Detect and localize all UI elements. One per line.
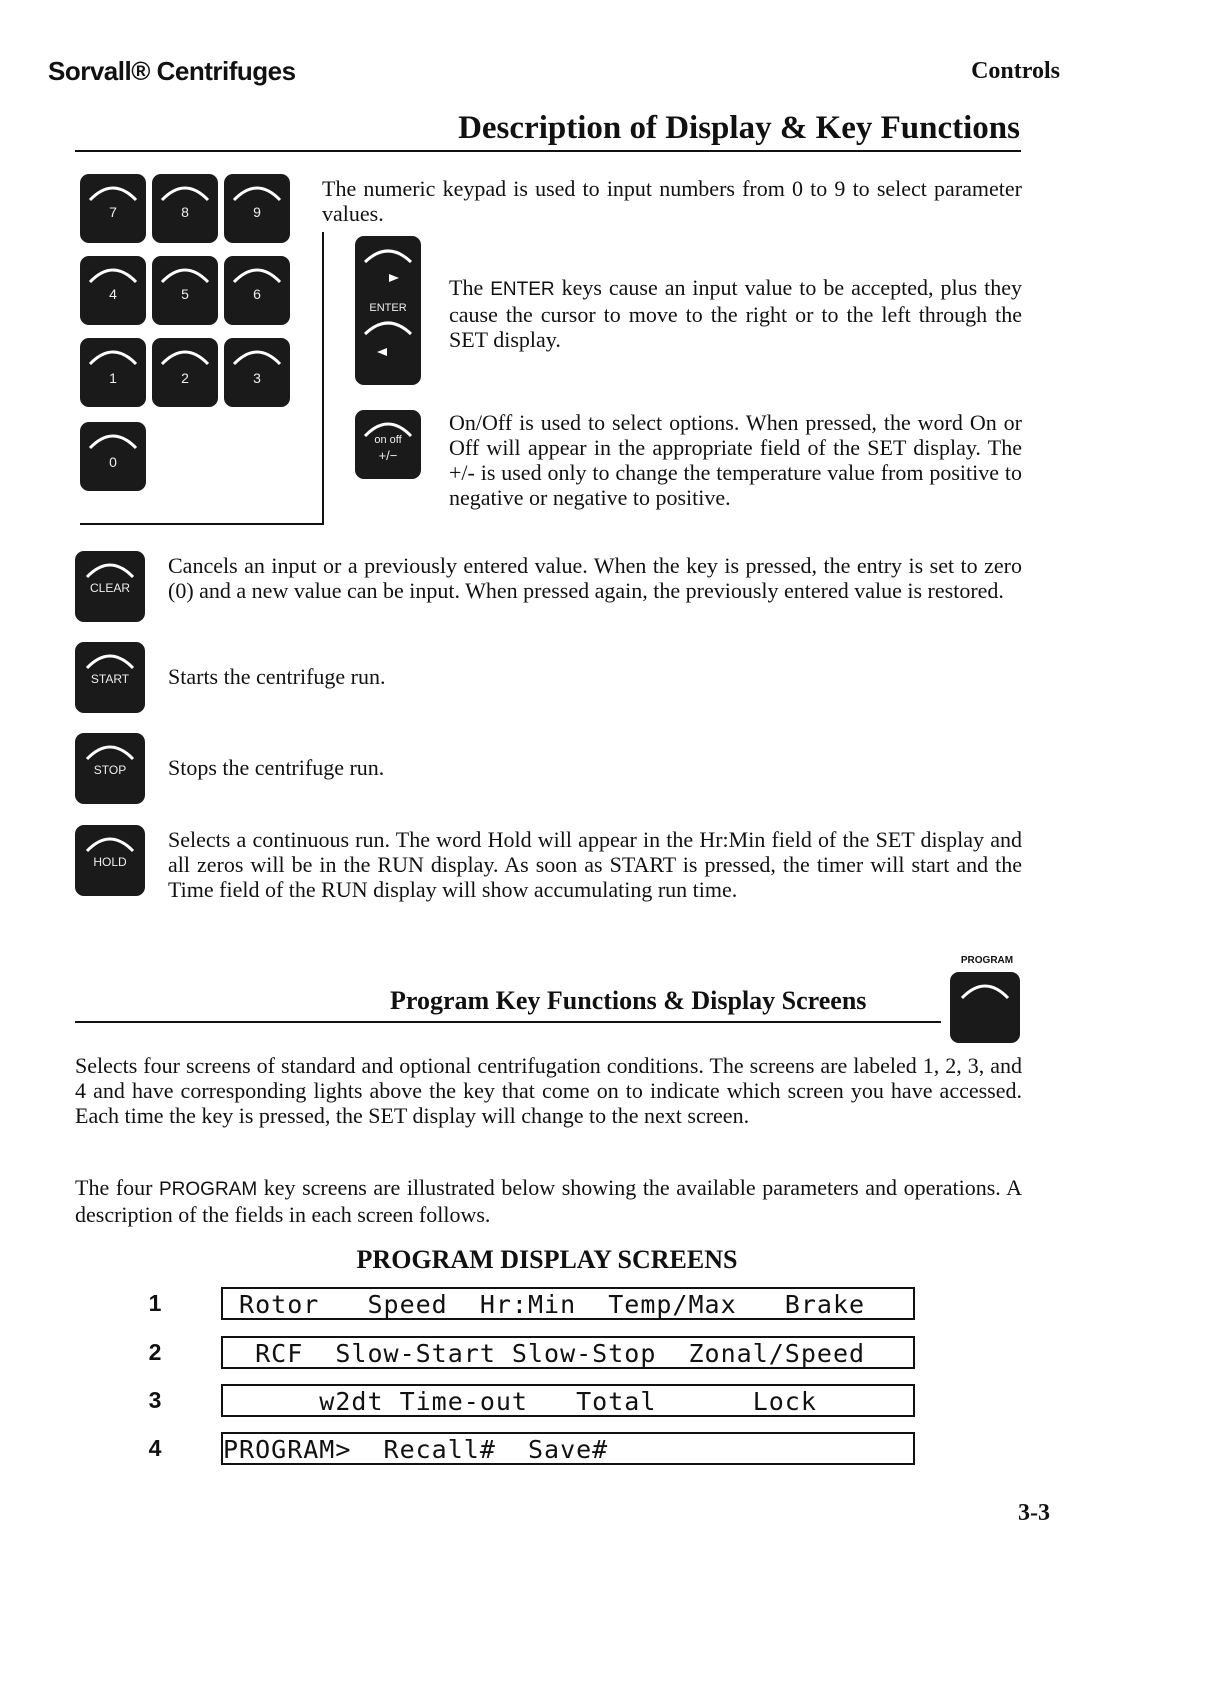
start-description: Starts the centrifuge run. [168,664,386,689]
keypad-bracket [80,232,324,525]
screen-number: 4 [148,1435,162,1461]
clear-description: Cancels an input or a previously entered value. When the key is pressed, the entry is set to zero (0) and a new value can be input. When pressed again, the previously entered value is restored. [168,553,1022,603]
start-key[interactable]: START [75,642,145,713]
key-4[interactable]: 4 [80,256,146,325]
screen-4-display: PROGRAM> Recall# Save# [221,1432,915,1465]
page-title: Description of Display & Key Functions [458,110,1020,146]
program-key[interactable] [950,972,1020,1043]
program-paragraph-2: The four PROGRAM key screens are illustrated below showing the available parameters and operations. A description of the fields in each screen follows. [75,1175,1022,1227]
key-3[interactable]: 3 [224,338,290,407]
screen-number: 2 [148,1339,162,1365]
screen-number: 3 [148,1387,162,1413]
enter-description: The ENTER keys cause an input value to be accepted, plus they cause the cursor to move to the right or to the left through the SET display. [449,275,1022,352]
key-9[interactable]: 9 [224,174,290,243]
screens-heading: PROGRAM DISPLAY SCREENS [356,1245,738,1274]
keypad-description: The numeric keypad is used to input numbers from 0 to 9 to select parameter values. [322,176,1022,226]
program-subtitle: Program Key Functions & Display Screens [390,986,867,1015]
stop-description: Stops the centrifuge run. [168,755,385,780]
clear-key[interactable]: CLEAR [75,551,145,622]
enter-key[interactable]: ENTER [355,236,421,385]
key-1[interactable]: 1 [80,338,146,407]
header-section: Controls [971,58,1060,84]
on-off-key[interactable]: on off +/− [355,410,421,479]
key-7[interactable]: 7 [80,174,146,243]
on-off-description: On/Off is used to select options. When pressed, the word On or Off will appear in the appropriate field of the SET display. The +/- is used only to change the temperature value from positive to negative or negative to positive. [449,410,1022,510]
hold-key[interactable]: HOLD [75,825,145,896]
program-rule [75,1021,941,1023]
key-5[interactable]: 5 [152,256,218,325]
page-number: 3-3 [1018,1500,1050,1526]
title-rule [75,150,1021,152]
screen-1-display: Rotor Speed Hr:Min Temp/Max Brake [221,1287,915,1320]
hold-description: Selects a continuous run. The word Hold will appear in the Hr:Min field of the SET display and all zeros will be in the RUN display. As soon as START is pressed, the timer will start and the Time field of the RUN display will show accumulating run time. [168,827,1022,902]
key-0[interactable]: 0 [80,422,146,491]
program-paragraph-1: Selects four screens of standard and optional centrifugation conditions. The screens are labeled 1, 2, 3, and 4 and have corresponding lights above the key that come on to indicate which screen you have accessed. Each time the key is pressed, the SET display will change to the next screen. [75,1053,1022,1128]
key-8[interactable]: 8 [152,174,218,243]
key-6[interactable]: 6 [224,256,290,325]
program-key-caption: PROGRAM [960,955,1014,966]
screen-3-display: w2dt Time-out Total Lock [221,1384,915,1417]
key-2[interactable]: 2 [152,338,218,407]
header-brand: Sorvall® Centrifuges [48,56,296,86]
screen-number: 1 [148,1290,162,1316]
screen-2-display: RCF Slow-Start Slow-Stop Zonal/Speed [221,1336,915,1369]
stop-key[interactable]: STOP [75,733,145,804]
